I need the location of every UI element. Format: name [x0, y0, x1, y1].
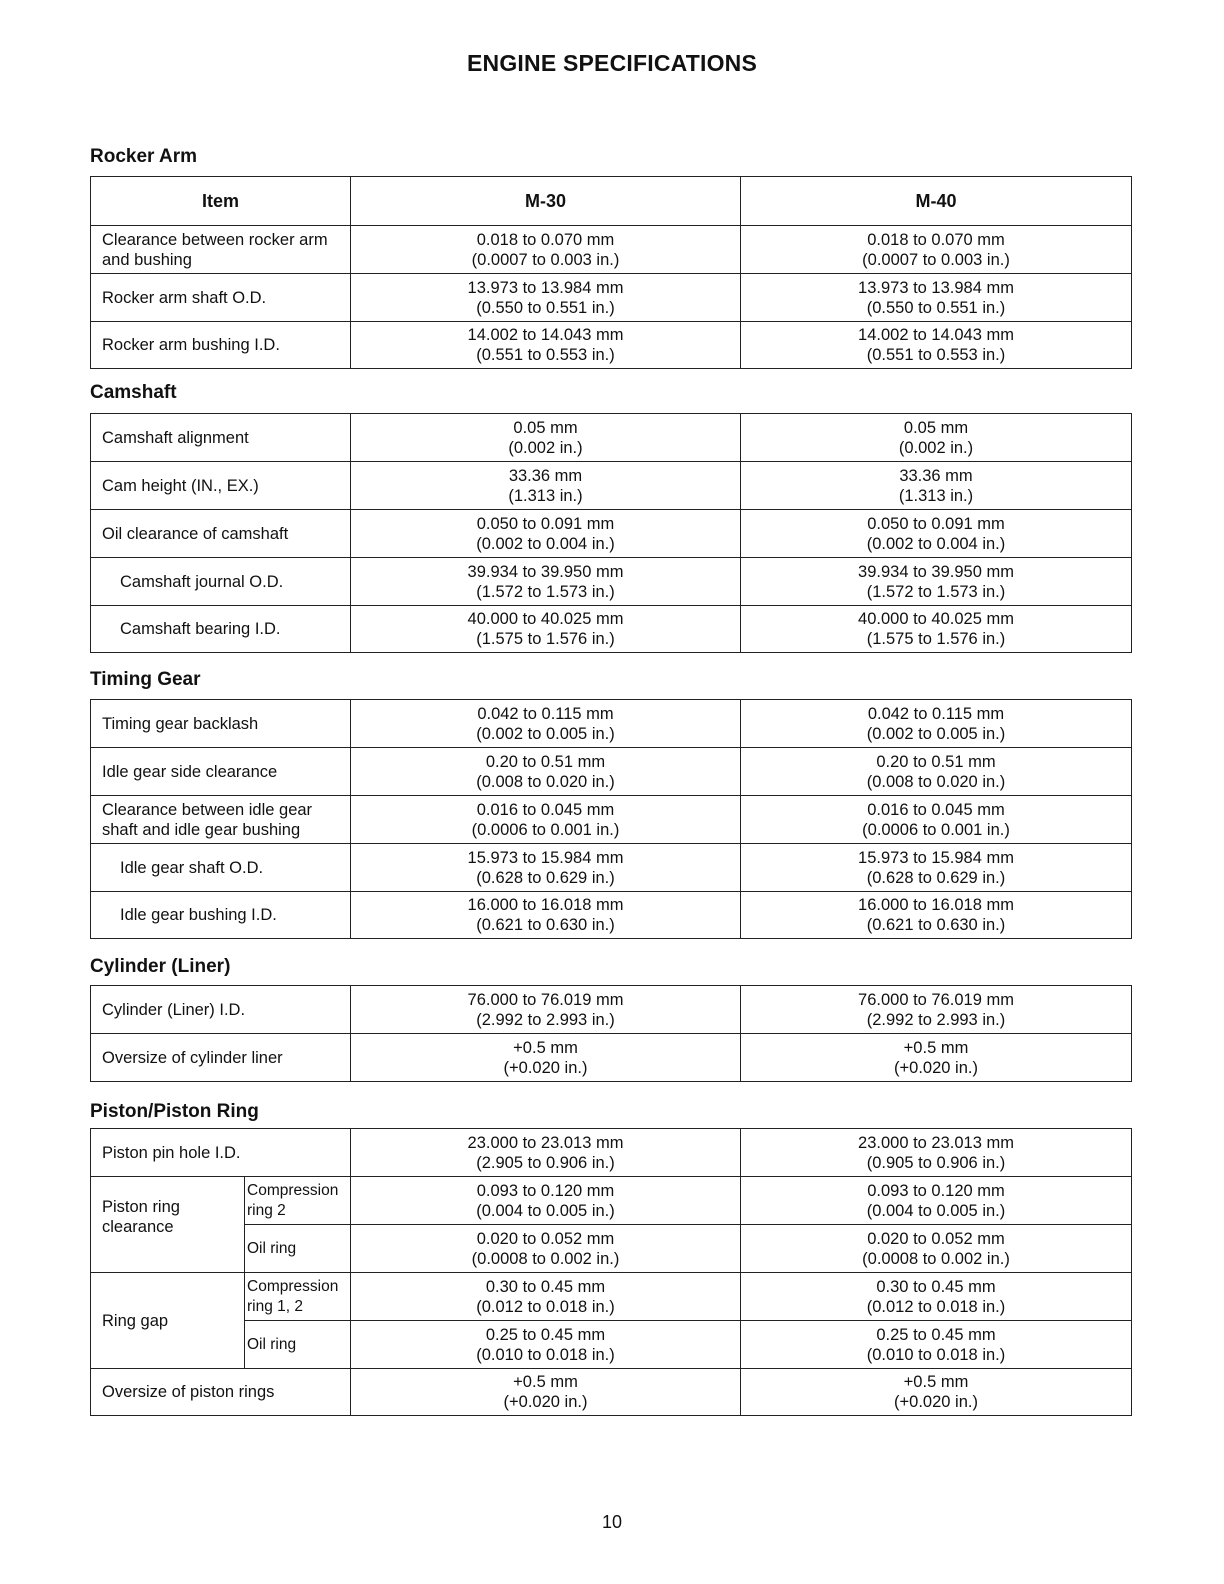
m30-value: 0.042 to 0.115 mm (0.002 to 0.005 in.) [351, 700, 741, 748]
row-item-label: Oversize of piston rings [91, 1369, 351, 1416]
table-row [91, 274, 1132, 322]
m40-value: 13.973 to 13.984 mm (0.550 to 0.551 in.) [741, 274, 1132, 322]
row-item-label: Cylinder (Liner) I.D. [91, 986, 351, 1034]
m40-value: +0.5 mm (+0.020 in.) [741, 1369, 1132, 1416]
m40-value: 23.000 to 23.013 mm (0.905 to 0.906 in.) [741, 1129, 1132, 1177]
m30-value: 14.002 to 14.043 mm (0.551 to 0.553 in.) [351, 322, 741, 369]
sub-item-label: Oil ring [245, 1321, 351, 1369]
m40-value: 14.002 to 14.043 mm (0.551 to 0.553 in.) [741, 322, 1132, 369]
row-item-label: Camshaft journal O.D. [91, 558, 351, 606]
table-row [91, 606, 1132, 653]
piston-table [90, 1128, 1132, 1416]
row-item-label: Idle gear bushing I.D. [91, 892, 351, 939]
table-row [91, 892, 1132, 939]
m30-value: 0.020 to 0.052 mm (0.0008 to 0.002 in.) [351, 1225, 741, 1273]
row-item-label: Rocker arm bushing I.D. [91, 322, 351, 369]
row-item-label: Cam height (IN., EX.) [91, 462, 351, 510]
row-item-label: Camshaft bearing I.D. [91, 606, 351, 653]
m40-value: 0.018 to 0.070 mm (0.0007 to 0.003 in.) [741, 226, 1132, 274]
m30-value: 0.050 to 0.091 mm (0.002 to 0.004 in.) [351, 510, 741, 558]
row-item-label: Oil clearance of camshaft [91, 510, 351, 558]
m40-value: 0.050 to 0.091 mm (0.002 to 0.004 in.) [741, 510, 1132, 558]
m30-value: 0.093 to 0.120 mm (0.004 to 0.005 in.) [351, 1177, 741, 1225]
m40-value: 0.093 to 0.120 mm (0.004 to 0.005 in.) [741, 1177, 1132, 1225]
m30-value: 16.000 to 16.018 mm (0.621 to 0.630 in.) [351, 892, 741, 939]
m30-value: 39.934 to 39.950 mm (1.572 to 1.573 in.) [351, 558, 741, 606]
row-item-label: Clearance between rocker arm and bushing [91, 226, 351, 274]
m40-value: 16.000 to 16.018 mm (0.621 to 0.630 in.) [741, 892, 1132, 939]
m40-value: 15.973 to 15.984 mm (0.628 to 0.629 in.) [741, 844, 1132, 892]
table-row [91, 1321, 1132, 1369]
m30-value: 0.05 mm (0.002 in.) [351, 414, 741, 462]
page-title: ENGINE SPECIFICATIONS [466, 50, 758, 76]
table-row [91, 1034, 1132, 1082]
header-m30: M-30 [351, 177, 741, 226]
section-title-timing-gear: Timing Gear [90, 669, 201, 690]
rocker-arm-table [90, 176, 1132, 369]
m40-value: 0.042 to 0.115 mm (0.002 to 0.005 in.) [741, 700, 1132, 748]
m30-value: 23.000 to 23.013 mm (2.905 to 0.906 in.) [351, 1129, 741, 1177]
header-item: Item [91, 177, 351, 226]
table-row [91, 700, 1132, 748]
table-row [91, 1273, 1132, 1321]
table-row [91, 748, 1132, 796]
table-row [91, 558, 1132, 606]
table-row [91, 796, 1132, 844]
table-row [91, 844, 1132, 892]
table-header-row [91, 177, 1132, 226]
row-item-label: Idle gear side clearance [91, 748, 351, 796]
sub-item-label: Compression ring 2 [245, 1177, 351, 1225]
row-item-label: Piston ring clearance [91, 1177, 245, 1273]
row-item-label: Oversize of cylinder liner [91, 1034, 351, 1082]
row-item-label: Rocker arm shaft O.D. [91, 274, 351, 322]
section-title-rocker-arm: Rocker Arm [90, 146, 198, 167]
m30-value: 0.30 to 0.45 mm (0.012 to 0.018 in.) [351, 1273, 741, 1321]
m30-value: 15.973 to 15.984 mm (0.628 to 0.629 in.) [351, 844, 741, 892]
table-row [91, 226, 1132, 274]
section-title-cylinder: Cylinder (Liner) [90, 956, 231, 977]
cylinder-table [90, 985, 1132, 1082]
m30-value: +0.5 mm (+0.020 in.) [351, 1369, 741, 1416]
m40-value: 0.20 to 0.51 mm (0.008 to 0.020 in.) [741, 748, 1132, 796]
camshaft-table [90, 413, 1132, 653]
m30-value: 76.000 to 76.019 mm (2.992 to 2.993 in.) [351, 986, 741, 1034]
m40-value: 40.000 to 40.025 mm (1.575 to 1.576 in.) [741, 606, 1132, 653]
table-row [91, 1225, 1132, 1273]
m30-value: 0.018 to 0.070 mm (0.0007 to 0.003 in.) [351, 226, 741, 274]
table-row [91, 1177, 1132, 1225]
row-item-label: Timing gear backlash [91, 700, 351, 748]
m30-value: 33.36 mm (1.313 in.) [351, 462, 741, 510]
m40-value: 76.000 to 76.019 mm (2.992 to 2.993 in.) [741, 986, 1132, 1034]
timing-gear-table [90, 699, 1132, 939]
m40-value: 0.020 to 0.052 mm (0.0008 to 0.002 in.) [741, 1225, 1132, 1273]
row-item-label: Camshaft alignment [91, 414, 351, 462]
table-row [91, 510, 1132, 558]
table-row [91, 1369, 1132, 1416]
m40-value: 0.016 to 0.045 mm (0.0006 to 0.001 in.) [741, 796, 1132, 844]
m30-value: +0.5 mm (+0.020 in.) [351, 1034, 741, 1082]
page-number: 10 [601, 1512, 623, 1532]
table-row [91, 1129, 1132, 1177]
row-item-label: Piston pin hole I.D. [91, 1129, 351, 1177]
section-title-piston: Piston/Piston Ring [90, 1101, 259, 1122]
row-item-label: Ring gap [91, 1273, 245, 1369]
table-row [91, 462, 1132, 510]
m30-value: 0.25 to 0.45 mm (0.010 to 0.018 in.) [351, 1321, 741, 1369]
m40-value: 0.30 to 0.45 mm (0.012 to 0.018 in.) [741, 1273, 1132, 1321]
table-row [91, 986, 1132, 1034]
m40-value: 0.05 mm (0.002 in.) [741, 414, 1132, 462]
m40-value: 39.934 to 39.950 mm (1.572 to 1.573 in.) [741, 558, 1132, 606]
m30-value: 40.000 to 40.025 mm (1.575 to 1.576 in.) [351, 606, 741, 653]
table-row [91, 414, 1132, 462]
m30-value: 0.016 to 0.045 mm (0.0006 to 0.001 in.) [351, 796, 741, 844]
row-item-label: Idle gear shaft O.D. [91, 844, 351, 892]
m40-value: 0.25 to 0.45 mm (0.010 to 0.018 in.) [741, 1321, 1132, 1369]
sub-item-label: Oil ring [245, 1225, 351, 1273]
m30-value: 13.973 to 13.984 mm (0.550 to 0.551 in.) [351, 274, 741, 322]
m40-value: +0.5 mm (+0.020 in.) [741, 1034, 1132, 1082]
header-m40: M-40 [741, 177, 1132, 226]
m40-value: 33.36 mm (1.313 in.) [741, 462, 1132, 510]
section-title-camshaft: Camshaft [90, 382, 177, 403]
sub-item-label: Compression ring 1, 2 [245, 1273, 351, 1321]
table-row [91, 322, 1132, 369]
row-item-label: Clearance between idle gear shaft and idle gear bushing [91, 796, 351, 844]
m30-value: 0.20 to 0.51 mm (0.008 to 0.020 in.) [351, 748, 741, 796]
